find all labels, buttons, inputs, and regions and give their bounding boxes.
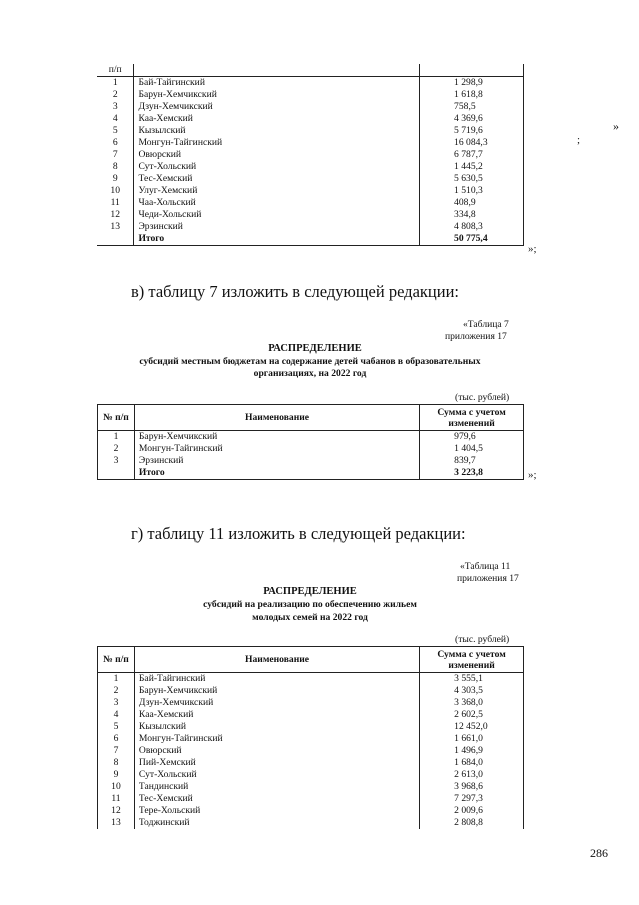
row-number-cell: 11 <box>98 793 135 805</box>
row-sum-cell: 408,9 <box>420 197 524 209</box>
row-sum-cell: 5 719,6 <box>420 125 524 137</box>
table-row <box>98 769 524 781</box>
section-v-table <box>97 404 524 480</box>
section-v-ref-line1: «Таблица 7 <box>463 319 509 330</box>
row-name-cell: Овюрский <box>138 149 182 160</box>
row-sum-cell: 4 808,3 <box>420 221 524 233</box>
row-number-cell: 9 <box>97 173 134 185</box>
section-g-subtitle-line2: молодых семей на 2022 год <box>252 612 368 623</box>
row-sum-cell: 1 684,0 <box>420 757 524 769</box>
row-sum-cell: 1 404,5 <box>420 443 524 455</box>
row-name-cell: Овюрский <box>138 745 182 756</box>
row-sum-cell: 1 618,8 <box>420 89 524 101</box>
total-sum: 3 223,8 <box>420 467 524 480</box>
row-name-cell: Тес-Хемский <box>138 793 193 804</box>
row-sum-cell: 1 445,2 <box>420 161 524 173</box>
section-g-ref-line2: приложения 17 <box>457 573 519 584</box>
row-sum-cell: 4 303,5 <box>420 685 524 697</box>
row-sum-cell: 3 968,6 <box>420 781 524 793</box>
table-row <box>98 781 524 793</box>
row-sum-cell: 839,7 <box>420 455 524 467</box>
section-v-ref-line2: приложения 17 <box>445 331 507 342</box>
row-number-cell: 8 <box>97 161 134 173</box>
row-number-cell: 4 <box>97 113 134 125</box>
section-g-ref-line1: «Таблица 11 <box>460 561 511 572</box>
table-row <box>98 817 524 829</box>
row-name-cell: Бай-Тайгинский <box>138 77 205 88</box>
row-number-cell: 4 <box>98 709 135 721</box>
row-sum-cell: 2 613,0 <box>420 769 524 781</box>
col-sum-header: Сумма с учетом изменений <box>420 405 524 431</box>
col-name-header: Наименование <box>245 654 310 665</box>
table-row <box>98 443 524 455</box>
row-sum-cell: 12 452,0 <box>420 721 524 733</box>
row-name-cell: Тере-Хольский <box>138 805 201 816</box>
table-row <box>98 733 524 745</box>
row-name-cell: Тес-Хемский <box>138 173 193 184</box>
table-row <box>97 101 524 113</box>
row-number-cell: 5 <box>97 125 134 137</box>
section-g-heading: г) таблицу 11 изложить в следующей редакции: <box>131 524 466 543</box>
row-sum-cell: 16 084,3 <box>420 137 524 149</box>
table-row <box>98 793 524 805</box>
row-name-cell: Каа-Хемский <box>138 709 194 720</box>
row-sum-cell: 1 510,3 <box>420 185 524 197</box>
table-header-row <box>98 647 524 673</box>
row-number-cell: 2 <box>97 89 134 101</box>
total-label: Итого <box>138 467 165 478</box>
row-sum-cell: 7 297,3 <box>420 793 524 805</box>
row-name-cell: Барун-Хемчикский <box>138 89 217 100</box>
section-v-close-quote: »; <box>528 469 537 481</box>
row-name-cell: Монгун-Тайгинский <box>138 137 223 148</box>
row-number-cell: 1 <box>98 673 135 686</box>
row-number-cell: 7 <box>97 149 134 161</box>
row-number-cell: 2 <box>98 685 135 697</box>
row-number-cell: 10 <box>97 185 134 197</box>
section-v-table-head <box>98 405 524 431</box>
margin-quote: » <box>613 119 619 133</box>
top-table-body <box>97 64 524 246</box>
row-name-cell: Барун-Хемчикский <box>138 431 218 442</box>
row-number-cell: 12 <box>97 209 134 221</box>
margin-semicolon: ; <box>577 134 581 146</box>
table-row <box>98 455 524 467</box>
section-v-subtitle-line2: организациях, на 2022 год <box>253 368 367 379</box>
table-row <box>98 805 524 817</box>
table-row <box>98 757 524 769</box>
row-name-cell: Кызылский <box>138 125 186 136</box>
row-number-cell: 6 <box>98 733 135 745</box>
row-sum-cell: 5 630,5 <box>420 173 524 185</box>
table-header-row <box>98 405 524 431</box>
section-g-units: (тыс. рублей) <box>455 634 510 645</box>
total-sum: 50 775,4 <box>420 233 524 246</box>
table-row <box>97 173 524 185</box>
section-v-table-body <box>98 431 524 480</box>
table-row <box>97 89 524 101</box>
section-v-heading: в) таблицу 7 изложить в следующей редакции: <box>131 282 459 301</box>
row-number-cell: 13 <box>98 817 135 829</box>
table-row <box>97 113 524 125</box>
section-v-subtitle-line1: субсидий местным бюджетам на содержание детей чабанов в образовательных <box>139 356 481 367</box>
section-v-units: (тыс. рублей) <box>455 392 510 403</box>
row-sum-cell: 979,6 <box>420 431 524 444</box>
row-number-cell: 3 <box>97 101 134 113</box>
section-g-table <box>97 646 524 829</box>
row-name-cell: Сут-Хольский <box>138 769 197 780</box>
col-num-header: № п/п <box>98 647 135 673</box>
row-name-cell: Сут-Хольский <box>138 161 197 172</box>
row-sum-cell: 1 496,9 <box>420 745 524 757</box>
row-number-cell: 10 <box>98 781 135 793</box>
header-num-cell: п/п <box>97 64 134 77</box>
col-sum-header: Сумма с учетом изменений <box>420 647 524 673</box>
table-row <box>97 125 524 137</box>
row-name-cell: Пий-Хемский <box>138 757 196 768</box>
row-name-cell: Дзун-Хемчикский <box>138 697 214 708</box>
row-name-cell: Чаа-Хольский <box>138 197 196 208</box>
row-number-cell: 12 <box>98 805 135 817</box>
row-name-cell: Кызылский <box>138 721 186 732</box>
section-v-title: РАСПРЕДЕЛЕНИЕ <box>268 343 362 354</box>
row-number-cell: 5 <box>98 721 135 733</box>
row-number-cell: 11 <box>97 197 134 209</box>
row-number-cell: 1 <box>98 431 135 444</box>
row-sum-cell: 2 009,6 <box>420 805 524 817</box>
table-row <box>98 697 524 709</box>
row-number-cell: 8 <box>98 757 135 769</box>
table-row <box>97 197 524 209</box>
table-row <box>97 185 524 197</box>
row-name-cell: Тандинский <box>138 781 189 792</box>
total-label: Итого <box>138 233 165 244</box>
row-number-cell: 13 <box>97 221 134 233</box>
section-g-subtitle-line1: субсидий на реализацию по обеспечению жильем <box>203 599 417 610</box>
row-name-cell: Эрзинский <box>138 455 184 466</box>
table-row <box>97 149 524 161</box>
row-sum-cell: 1 661,0 <box>420 733 524 745</box>
row-number-cell: 7 <box>98 745 135 757</box>
row-number-cell: 3 <box>98 697 135 709</box>
table-total-row <box>97 233 524 246</box>
row-name-cell: Дзун-Хемчикский <box>138 101 213 112</box>
col-num-header: № п/п <box>98 405 135 431</box>
row-sum-cell: 3 555,1 <box>420 673 524 686</box>
page-number: 286 <box>590 846 608 860</box>
row-sum-cell: 758,5 <box>420 101 524 113</box>
col-name-header: Наименование <box>245 412 310 423</box>
table-row <box>97 161 524 173</box>
row-sum-cell: 2 602,5 <box>420 709 524 721</box>
row-number-cell: 3 <box>98 455 135 467</box>
top-table-close-quote: »; <box>528 243 537 255</box>
row-name-cell: Улуг-Хемский <box>138 185 198 196</box>
table-row <box>98 709 524 721</box>
table-row <box>98 745 524 757</box>
top-table <box>97 64 524 246</box>
row-name-cell: Монгун-Тайгинский <box>138 443 223 454</box>
row-number-cell: 6 <box>97 137 134 149</box>
row-name-cell: Чеди-Хольский <box>138 209 202 220</box>
row-number-cell: 1 <box>97 77 134 90</box>
row-number-cell: 2 <box>98 443 135 455</box>
row-sum-cell: 3 368,0 <box>420 697 524 709</box>
row-name-cell: Тоджинский <box>138 817 190 828</box>
section-g-title: РАСПРЕДЕЛЕНИЕ <box>263 586 357 597</box>
row-name-cell: Барун-Хемчикский <box>138 685 218 696</box>
section-g-table-body <box>98 673 524 830</box>
table-row <box>98 431 524 444</box>
row-sum-cell: 334,8 <box>420 209 524 221</box>
table-row <box>98 721 524 733</box>
section-g-table-head <box>98 647 524 673</box>
table-row <box>98 673 524 686</box>
row-sum-cell: 4 369,6 <box>420 113 524 125</box>
row-name-cell: Каа-Хемский <box>138 113 193 124</box>
row-name-cell: Бай-Тайгинский <box>138 673 206 684</box>
row-sum-cell: 6 787,7 <box>420 149 524 161</box>
table-row <box>97 221 524 233</box>
row-sum-cell: 1 298,9 <box>420 77 524 90</box>
row-name-cell: Эрзинский <box>138 221 183 232</box>
table-row <box>97 77 524 90</box>
row-number-cell: 9 <box>98 769 135 781</box>
row-sum-cell: 2 808,8 <box>420 817 524 829</box>
row-name-cell: Монгун-Тайгинский <box>138 733 223 744</box>
table-row <box>97 64 524 77</box>
table-total-row <box>98 467 524 480</box>
table-row <box>97 137 524 149</box>
table-row <box>98 685 524 697</box>
table-row <box>97 209 524 221</box>
